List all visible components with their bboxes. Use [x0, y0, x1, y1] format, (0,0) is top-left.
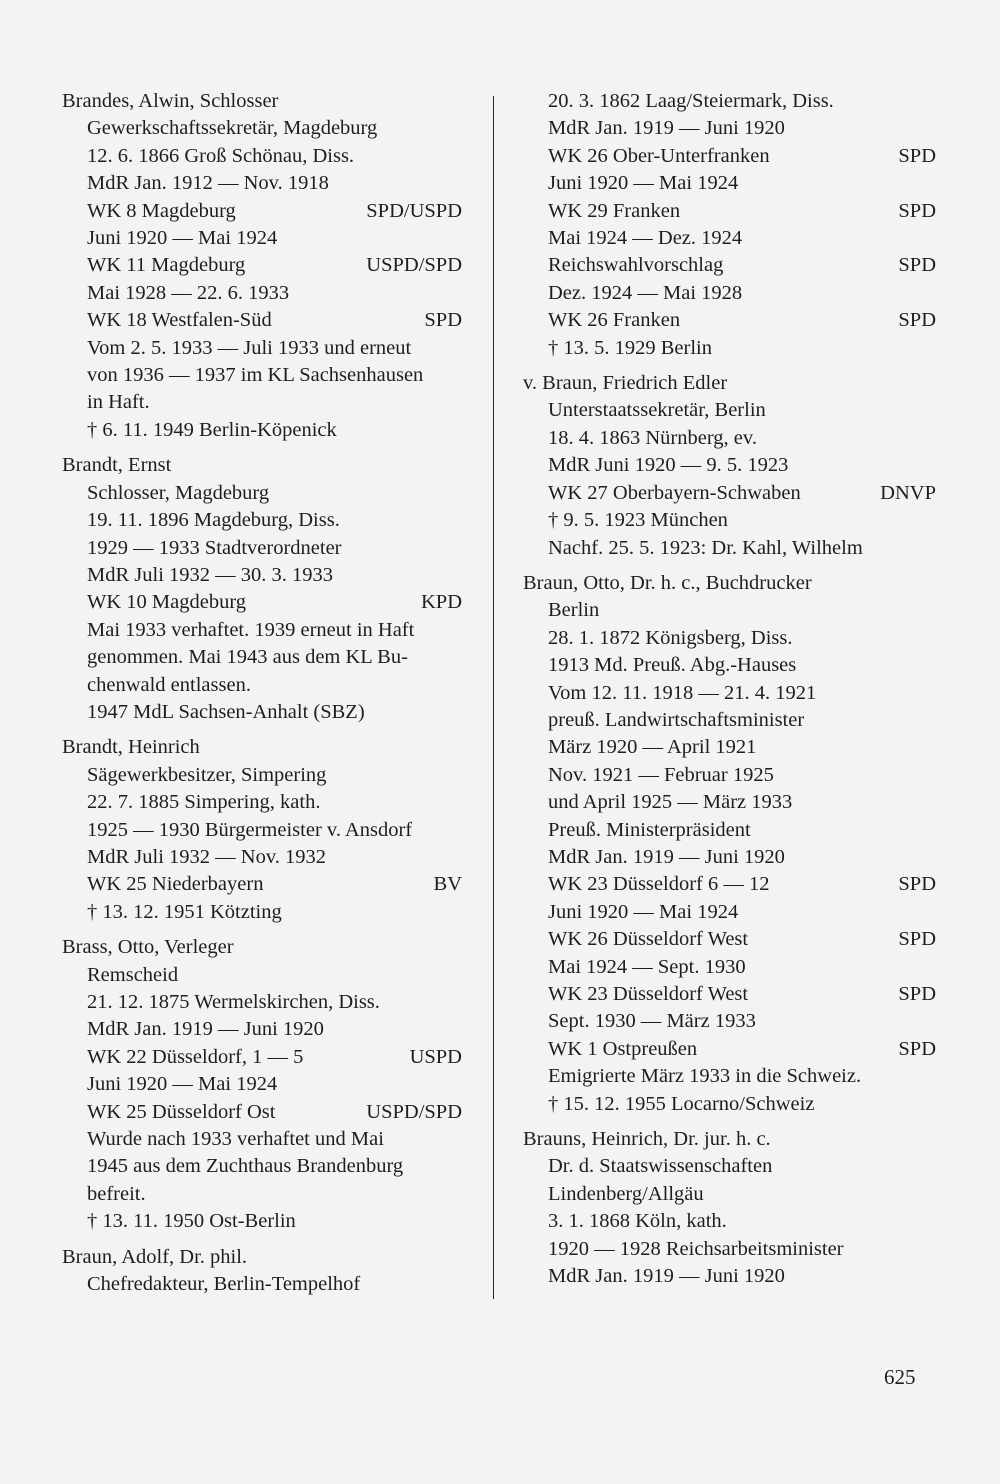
party-label: SPD: [898, 928, 936, 951]
entry-text: 20. 3. 1862 Laag/Steiermark, Diss.: [548, 90, 834, 112]
entry-text: chenwald entlassen.: [87, 673, 251, 696]
party-label: SPD: [898, 254, 936, 277]
left-column: [62, 88, 462, 1298]
entry-line: [62, 899, 462, 926]
entry-line: [523, 680, 936, 707]
entry-text: 1929 — 1933 Stadtverordneter: [87, 536, 342, 559]
entry-line: [523, 198, 936, 225]
party-label: USPD/SPD: [366, 1100, 462, 1123]
entry-text: 22. 7. 1885 Simpering, kath.: [87, 791, 321, 814]
entry-text: WK 27 Oberbayern-Schwaben: [548, 481, 801, 504]
entry-text: Lindenberg/Allgäu: [548, 1182, 704, 1205]
entry-line: [62, 143, 462, 170]
entry-line: [523, 981, 936, 1008]
biography-entry: [523, 370, 936, 562]
party-label: SPD: [898, 983, 936, 1005]
entry-text: v. Braun, Friedrich Edler: [523, 372, 728, 395]
entry-line: [523, 452, 936, 479]
entry-line: [523, 954, 936, 981]
entry-text: Preuß. Ministerpräsident: [548, 818, 751, 841]
entry-line: [62, 1099, 462, 1126]
biography-entry: [523, 570, 936, 1118]
party-label: SPD: [424, 309, 462, 332]
entry-line: [523, 1236, 936, 1263]
entry-line: [523, 926, 936, 953]
entry-text: Dr. d. Staatswissenschaften: [548, 1155, 773, 1178]
entry-text: Nachf. 25. 5. 1923: Dr. Kahl, Wilhelm: [548, 536, 863, 559]
entry-line: [62, 1044, 462, 1071]
entry-text: genommen. Mai 1943 aus dem KL Bu-: [87, 646, 408, 669]
party-label: SPD: [898, 199, 936, 222]
entry-line: [62, 362, 462, 389]
entry-text: Wurde nach 1933 verhaftet und Mai: [87, 1128, 384, 1151]
biography-entry: [62, 88, 462, 444]
entry-text: befreit.: [87, 1182, 146, 1205]
entry-text: WK 23 Düsseldorf West: [548, 983, 749, 1005]
biography-entry: [62, 452, 462, 726]
entry-line: [62, 762, 462, 789]
entry-line: [523, 817, 936, 844]
right-column: [523, 88, 936, 1290]
entry-line: [62, 389, 462, 416]
entry-text: Juni 1920 — Mai 1924: [87, 227, 278, 250]
entry-text: WK 25 Niederbayern: [87, 873, 264, 896]
entry-text: 19. 11. 1896 Magdeburg, Diss.: [87, 509, 340, 532]
entry-name: [62, 88, 462, 115]
entry-line: [62, 1126, 462, 1153]
party-label: SPD: [898, 309, 936, 332]
entry-text: WK 22 Düsseldorf, 1 — 5: [87, 1045, 304, 1068]
entry-text: MdR Jan. 1919 — Juni 1920: [548, 117, 785, 140]
entry-text: preuß. Landwirtschaftsminister: [548, 708, 805, 731]
entry-line: [523, 1063, 936, 1090]
entry-line: [62, 252, 462, 279]
entry-line: [62, 335, 462, 362]
entry-text: Remscheid: [87, 963, 179, 986]
entry-text: † 13. 11. 1950 Ost-Berlin: [87, 1210, 296, 1233]
party-label: KPD: [420, 591, 462, 614]
entry-text: Berlin: [548, 599, 600, 622]
entry-name: [523, 370, 936, 397]
entry-text: WK 29 Franken: [548, 199, 681, 222]
entry-text: WK 23 Düsseldorf 6 — 12: [548, 873, 770, 896]
entry-text: Brandt, Ernst: [62, 454, 172, 477]
entry-text: Juni 1920 — Mai 1924: [548, 172, 739, 195]
party-label: BV: [433, 873, 462, 896]
party-label: DNVP: [880, 481, 936, 504]
entry-name: [62, 452, 462, 479]
entry-line: [62, 535, 462, 562]
entry-text: WK 8 Magdeburg: [87, 199, 236, 222]
entry-text: MdR Juli 1932 — Nov. 1932: [87, 845, 326, 868]
entry-text: und April 1925 — März 1933: [548, 791, 793, 814]
entry-name: [523, 570, 936, 597]
entry-line: [523, 899, 936, 926]
entry-text: 28. 1. 1872 Königsberg, Diss.: [548, 626, 793, 649]
entry-line: [62, 115, 462, 142]
entry-text: Schlosser, Magdeburg: [87, 481, 270, 504]
party-label: SPD: [898, 144, 936, 167]
entry-line: [523, 625, 936, 652]
entry-line: [62, 962, 462, 989]
entry-text: in Haft.: [87, 391, 150, 414]
entry-text: Sägewerkbesitzer, Simpering: [87, 763, 327, 786]
entry-text: Mai 1924 — Dez. 1924: [548, 227, 743, 250]
entry-line: [523, 1091, 936, 1118]
party-label: SPD: [898, 1037, 936, 1060]
entry-line: [523, 480, 936, 507]
entry-text: 12. 6. 1866 Groß Schönau, Diss.: [87, 144, 355, 167]
entry-line: [62, 844, 462, 871]
entry-line: [523, 1263, 936, 1290]
party-label: USPD/SPD: [366, 254, 462, 277]
entry-name: [62, 934, 462, 961]
page-number: 625: [884, 1365, 916, 1389]
entry-name: [523, 1126, 936, 1153]
entry-text: Mai 1924 — Sept. 1930: [548, 955, 746, 978]
entry-text: 21. 12. 1875 Wermelskirchen, Diss.: [87, 991, 380, 1013]
biography-entry: [62, 734, 462, 926]
entry-text: WK 10 Magdeburg: [87, 591, 247, 614]
entry-line: [523, 1208, 936, 1235]
entry-text: Reichswahlvorschlag: [548, 254, 724, 277]
entry-line: [523, 425, 936, 452]
entry-line: [62, 871, 462, 898]
entry-text: Brandt, Heinrich: [62, 736, 200, 759]
entry-text: Brass, Otto, Verleger: [62, 936, 234, 959]
entry-line: [523, 597, 936, 624]
entry-line: [62, 1181, 462, 1208]
entry-text: † 9. 5. 1923 München: [548, 509, 728, 532]
entry-line: [523, 170, 936, 197]
column-divider: [493, 96, 494, 1299]
entry-text: Dez. 1924 — Mai 1928: [548, 281, 743, 304]
entry-line: [523, 707, 936, 734]
entry-line: [523, 762, 936, 789]
entry-text: WK 11 Magdeburg: [87, 254, 246, 277]
entry-text: Juni 1920 — Mai 1924: [548, 900, 739, 923]
entry-text: † 6. 11. 1949 Berlin-Köpenick: [87, 418, 337, 441]
biography-entry: [523, 88, 936, 362]
entry-text: Vom 12. 11. 1918 — 21. 4. 1921: [548, 681, 817, 704]
party-label: USPD: [409, 1045, 462, 1068]
entry-line: [62, 562, 462, 589]
entry-line: [523, 734, 936, 761]
entry-text: 1920 — 1928 Reichsarbeitsminister: [548, 1237, 844, 1260]
entry-line: [523, 335, 936, 362]
entry-text: Nov. 1921 — Februar 1925: [548, 763, 774, 786]
entry-text: WK 26 Franken: [548, 309, 681, 332]
entry-line: [523, 1036, 936, 1063]
party-label: SPD: [898, 873, 936, 896]
entry-line: [62, 1271, 462, 1298]
entry-text: 1945 aus dem Zuchthaus Brandenburg: [87, 1155, 404, 1178]
entry-text: Braun, Otto, Dr. h. c., Buchdrucker: [523, 571, 812, 594]
entry-text: WK 26 Ober-Unterfranken: [548, 144, 770, 167]
entry-text: Mai 1933 verhaftet. 1939 erneut in Haft: [87, 618, 415, 641]
entry-name: [62, 1244, 462, 1271]
entry-text: Chefredakteur, Berlin-Tempelhof: [87, 1273, 361, 1296]
entry-text: MdR Jan. 1919 — Juni 1920: [548, 845, 785, 868]
entry-line: [523, 115, 936, 142]
entry-text: 1913 Md. Preuß. Abg.-Hauses: [548, 654, 797, 677]
entry-line: [523, 789, 936, 816]
entry-text: Emigrierte März 1933 in die Schweiz.: [548, 1065, 862, 1088]
entry-text: MdR Jan. 1912 — Nov. 1918: [87, 172, 329, 195]
entry-line: [523, 397, 936, 424]
entry-line: [523, 143, 936, 170]
entry-text: Vom 2. 5. 1933 — Juli 1933 und erneut: [87, 336, 412, 359]
entry-line: [523, 507, 936, 534]
entry-line: [62, 1153, 462, 1180]
entry-text: MdR Juli 1932 — 30. 3. 1933: [87, 563, 334, 586]
entry-line: [62, 1016, 462, 1043]
entry-text: WK 18 Westfalen-Süd: [87, 309, 272, 332]
entry-text: Brauns, Heinrich, Dr. jur. h. c.: [523, 1128, 771, 1151]
entry-text: März 1920 — April 1921: [548, 736, 757, 759]
entry-line: [523, 280, 936, 307]
entry-line: [523, 844, 936, 871]
biography-entry: [62, 934, 462, 1235]
entry-text: Braun, Adolf, Dr. phil.: [62, 1245, 248, 1268]
entry-line: [523, 225, 936, 252]
entry-text: Sept. 1930 — März 1933: [548, 1010, 756, 1033]
entry-line: [62, 789, 462, 816]
entry-text: MdR Juni 1920 — 9. 5. 1923: [548, 454, 789, 477]
entry-line: [62, 989, 462, 1016]
entry-line: [62, 699, 462, 726]
biography-entry: [62, 1244, 462, 1299]
entry-text: 3. 1. 1868 Köln, kath.: [548, 1210, 727, 1233]
entry-text: WK 26 Düsseldorf West: [548, 928, 749, 951]
entry-line: [523, 1153, 936, 1180]
entry-line: [523, 871, 936, 898]
entry-text: † 13. 5. 1929 Berlin: [548, 336, 712, 359]
entry-line: [62, 1208, 462, 1235]
entry-line: [62, 198, 462, 225]
entry-text: von 1936 — 1937 im KL Sachsenhausen: [87, 364, 424, 387]
biography-entry: [523, 1126, 936, 1290]
entry-text: WK 25 Düsseldorf Ost: [87, 1100, 276, 1123]
entry-text: Brandes, Alwin, Schlosser: [62, 90, 279, 112]
entry-line: [523, 1008, 936, 1035]
entry-line: [62, 417, 462, 444]
entry-line: [62, 672, 462, 699]
entry-text: Gewerkschaftssekretär, Magdeburg: [87, 117, 378, 140]
entry-text: WK 1 Ostpreußen: [548, 1037, 698, 1060]
entry-line: [62, 507, 462, 534]
entry-text: 18. 4. 1863 Nürnberg, ev.: [548, 426, 757, 449]
entry-text: 1925 — 1930 Bürgermeister v. Ansdorf: [87, 818, 413, 841]
party-label: SPD/USPD: [366, 199, 462, 222]
entry-line: [62, 170, 462, 197]
entry-line: [62, 480, 462, 507]
entry-name: [62, 734, 462, 761]
entry-line: [523, 307, 936, 334]
entry-line: [523, 652, 936, 679]
entry-line: [523, 252, 936, 279]
entry-line: [62, 280, 462, 307]
entry-line: [62, 1071, 462, 1098]
entry-text: 1947 MdL Sachsen-Anhalt (SBZ): [87, 700, 365, 723]
entry-line: [523, 88, 936, 115]
entry-text: Unterstaatssekretär, Berlin: [548, 399, 766, 422]
entry-text: MdR Jan. 1919 — Juni 1920: [87, 1018, 324, 1041]
entry-text: MdR Jan. 1919 — Juni 1920: [548, 1265, 785, 1288]
entry-line: [62, 644, 462, 671]
entry-line: [62, 307, 462, 334]
entry-text: † 15. 12. 1955 Locarno/Schweiz: [548, 1092, 815, 1115]
entry-text: † 13. 12. 1951 Kötzting: [87, 900, 282, 923]
entry-text: Mai 1928 — 22. 6. 1933: [87, 281, 290, 304]
entry-line: [62, 817, 462, 844]
entry-text: Juni 1920 — Mai 1924: [87, 1073, 278, 1096]
entry-line: [523, 1181, 936, 1208]
entry-line: [62, 589, 462, 616]
entry-line: [523, 535, 936, 562]
entry-line: [62, 225, 462, 252]
entry-line: [62, 617, 462, 644]
